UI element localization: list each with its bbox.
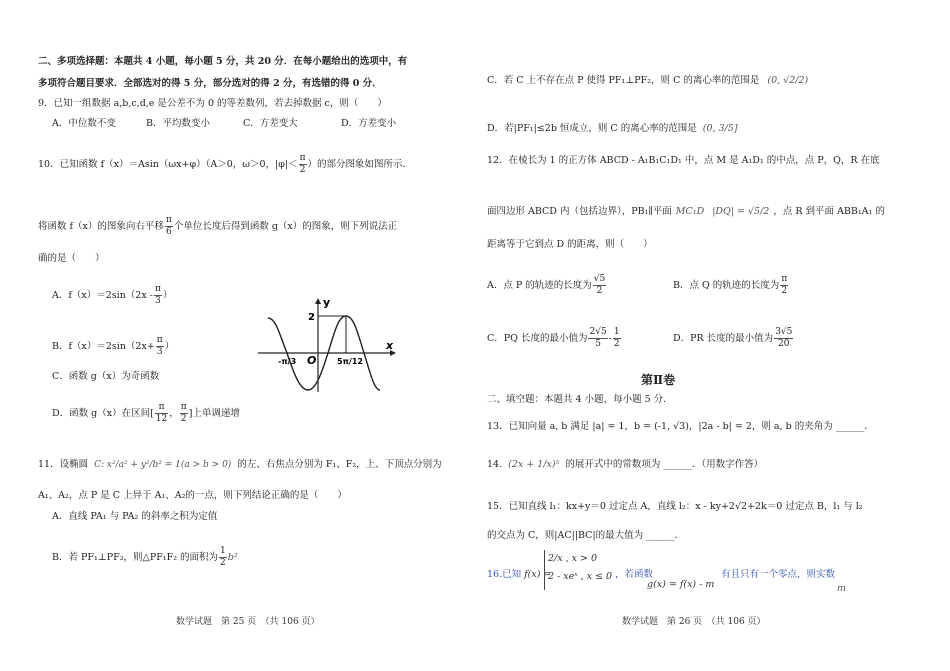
right-footer: 数学试题 第 26 页 （共 106 页） bbox=[622, 617, 766, 627]
question-14: 14. (2x + 1/x)⁵ 的展开式中的常数项为 ______．（用数字作答） bbox=[487, 459, 764, 470]
q12-d-num: 3√5 bbox=[775, 327, 793, 337]
q11-stem-part1: 11．设椭圆 bbox=[38, 459, 89, 470]
q12-dq-condition: |DQ| = √5/2 bbox=[712, 206, 770, 217]
q10-d-den2: 2 bbox=[180, 414, 187, 424]
q12-option-b bbox=[673, 274, 789, 297]
q10-shift-part2: 个单位长度后得到函数 g（x）的图象，则下列说法正 bbox=[173, 221, 398, 232]
neg-x-tick: -π/3 bbox=[278, 357, 297, 366]
q10-shift-line bbox=[38, 215, 397, 238]
left-footer: 数学试题 第 25 页 （共 106 页） bbox=[176, 617, 320, 627]
q11-option-a: A．直线 PA₁ 与 PA₂ 的斜率之积为定值 bbox=[52, 511, 218, 522]
fill-in-section-heading: 二、填空题：本题共 4 小题，每小题 5 分． bbox=[487, 394, 673, 405]
q12-d-text: D．PR 长度的最小值为 bbox=[673, 333, 774, 344]
q12-c-num2: 1 bbox=[613, 327, 620, 337]
pos-x-tick: 5π/12 bbox=[337, 357, 363, 366]
q16-piecewise bbox=[544, 550, 612, 590]
q10-shift-line3: 确的是（ ） bbox=[38, 253, 105, 264]
question-10 bbox=[38, 153, 412, 176]
q12-option-d bbox=[673, 327, 794, 350]
question-11 bbox=[38, 458, 442, 472]
q10-shift-part1: 将函数 f（x）的图象向右平移 bbox=[38, 221, 164, 232]
q12-stem-line2 bbox=[487, 205, 885, 218]
section-2-heading-line2: 多项符合题目要求．全部选对的得 5 分，部分选对的得 2 分，有选错的得 0 分． bbox=[38, 78, 382, 89]
y-axis-label: y bbox=[323, 296, 331, 309]
q12-plane: MC₁D bbox=[675, 206, 705, 217]
q12-a-text: A．点 P 的轨迹的长度为 bbox=[487, 280, 592, 291]
q10-phi-bound bbox=[299, 153, 307, 176]
q12-d-fraction bbox=[774, 327, 793, 350]
q10-phi-den: 2 bbox=[299, 165, 306, 175]
q16-gx-expr: g(x) = f(x) - m bbox=[647, 579, 715, 590]
q10-d-fraction1 bbox=[155, 402, 168, 425]
q12-a-fraction bbox=[593, 274, 606, 297]
y-axis-arrow-icon bbox=[315, 298, 321, 304]
q10-d-num2: π bbox=[180, 402, 187, 412]
q14-expression: (2x + 1/x)⁵ bbox=[508, 459, 560, 470]
q11-stem-part2: 的左、右焦点分别为 F₁、F₂，上、下顶点分别为 bbox=[237, 459, 442, 470]
q10-shift-den: 6 bbox=[166, 227, 172, 237]
q9-option-d: D．方差变小 bbox=[341, 118, 397, 129]
question-16 bbox=[487, 568, 551, 581]
q11-option-c bbox=[487, 74, 808, 87]
q12-c-den2: 2 bbox=[613, 339, 620, 349]
q10-d-num1: π bbox=[155, 402, 168, 414]
q9-option-a: A．中位数不变 bbox=[52, 118, 116, 129]
q12-line2-part2: ，点 R 到平面 ABB₁A₁ 的 bbox=[773, 206, 885, 217]
q11-ellipse-equation: C: x²/a² + y²/b² = 1(a > b > 0) bbox=[94, 460, 232, 470]
q12-a-num: √5 bbox=[593, 274, 606, 284]
origin-label: O bbox=[307, 354, 317, 367]
q12-b-text: B．点 Q 的轨迹的长度为 bbox=[673, 280, 780, 291]
y-tick-2: 2 bbox=[308, 312, 315, 323]
q16-after-piecewise: ，若函数 bbox=[615, 569, 654, 580]
q12-c-fraction1 bbox=[588, 327, 607, 350]
q12-c-minus: - bbox=[608, 333, 612, 344]
q14-text: 的展开式中的常数项为 ______．（用数字作答） bbox=[565, 459, 764, 470]
q16-case1: 2/x , x > 0 bbox=[548, 553, 598, 564]
q10-d-den1: 12 bbox=[155, 414, 168, 424]
q11-c-text: C．若 C 上不存在点 P 使得 PF₁⊥PF₂，则 C 的离心率的范围是 bbox=[487, 75, 760, 86]
q11-d-range: (0, 3/5] bbox=[702, 123, 738, 134]
q10-shift-fraction bbox=[165, 215, 173, 238]
q10-a-num: π bbox=[154, 284, 161, 294]
q12-a-den: 2 bbox=[596, 286, 603, 296]
q10-stem-part2: ）的部分图象如图所示． bbox=[307, 159, 413, 170]
q12-d-den: 20 bbox=[778, 339, 790, 349]
q10-b-num: π bbox=[156, 335, 163, 345]
question-15-line1: 15．已知直线 l₁：kx+y＝0 过定点 A，直线 l₂：x - ky+2√2+2k＝0 过定点 B，l₁ 与 l₂ bbox=[487, 501, 863, 512]
q10-d-text: D．函数 g（x）在区间[ bbox=[52, 408, 154, 419]
q16-gx bbox=[647, 578, 714, 591]
q10-a-fraction bbox=[154, 284, 162, 307]
q11-b-fraction bbox=[219, 546, 227, 569]
q10-shift-num: π bbox=[165, 215, 172, 225]
q12-stem-line3: 距离等于它到点 D 的距离，则（ ） bbox=[487, 239, 653, 250]
q10-a-den: 3 bbox=[155, 296, 161, 306]
q12-line2-part1: 面四边形 ABCD 内（包括边界），PB₁∥平面 bbox=[487, 206, 672, 217]
q10-option-c: C．函数 g（x）为奇函数 bbox=[52, 371, 160, 382]
q11-option-b bbox=[52, 546, 238, 569]
q10-d-end: ]上单调递增 bbox=[188, 408, 240, 419]
q9-option-b: B．平均数变小 bbox=[146, 118, 210, 129]
q12-b-den: 2 bbox=[781, 286, 788, 296]
q11-option-d bbox=[487, 122, 738, 135]
q16-fx: f(x) = bbox=[524, 569, 552, 580]
q16-m-var: m bbox=[837, 583, 847, 594]
q10-d-fraction2 bbox=[180, 402, 188, 425]
q16-case2: 2 - xeˣ , x ≤ 0 bbox=[548, 571, 613, 582]
q12-c-fraction2 bbox=[613, 327, 621, 350]
sine-graph-figure bbox=[258, 296, 400, 394]
q11-b-num: 1 bbox=[220, 546, 226, 556]
q11-b-bsq: b² bbox=[227, 552, 238, 563]
q11-c-range: (0, √2/2) bbox=[767, 75, 809, 86]
q10-b-fraction bbox=[156, 335, 164, 358]
q10-option-a bbox=[52, 284, 172, 307]
q16-prefix: 16.已知 bbox=[487, 569, 522, 580]
q16-tail: 有且只有一个零点，则实数 bbox=[721, 569, 836, 580]
q12-c-text: C．PQ 长度的最小值为 bbox=[487, 333, 588, 344]
part-2-title: 第Ⅱ卷 bbox=[641, 373, 676, 387]
q10-option-b bbox=[52, 335, 174, 358]
q12-b-num: π bbox=[781, 274, 788, 284]
q10-b-den: 3 bbox=[156, 347, 163, 357]
q11-stem-line2: A₁、A₂，点 P 是 C 上异于 A₁、A₂的一点，则下列结论正确的是（ ） bbox=[38, 490, 347, 501]
q10-b-text: B．f（x）＝2sin（2x+ bbox=[52, 341, 155, 352]
q11-d-text: D．若|PF₁|≤2b 恒成立，则 C 的离心率的范围是 bbox=[487, 123, 697, 134]
q10-stem-part1: 10．已知函数 f（x）＝Asin（ωx+φ）（A＞0，ω＞0，|φ|＜ bbox=[38, 159, 298, 170]
question-9: 9．已知一组数据 a,b,c,d,e 是公差不为 0 的等差数列，若去掉数据 c，则（ ） bbox=[38, 98, 387, 109]
q10-a-close: ） bbox=[162, 290, 173, 301]
q12-option-a bbox=[487, 274, 607, 297]
q9-option-c: C．方差变大 bbox=[243, 118, 298, 129]
question-12: 12．在棱长为 1 的正方体 ABCD - A₁B₁C₁D₁ 中，点 M 是 A₁D₁ 的中点，点 P，Q，R 在底 bbox=[487, 155, 880, 166]
q12-option-c bbox=[487, 327, 622, 350]
q10-option-d: D．函数 g（x）在区间[ $\frac{\pi}{12}$ ， $\frac{\pi}{2}$ ]上单调递增 bbox=[52, 402, 240, 424]
right-page bbox=[475, 0, 950, 671]
q10-a-text: A．f（x）＝2sin（2x - bbox=[52, 290, 153, 301]
x-axis-label: x bbox=[386, 339, 394, 352]
q11-b-text: B．若 PF₁⊥PF₂，则△PF₁F₂ 的面积为 bbox=[52, 552, 219, 563]
q12-c-den1: 5 bbox=[595, 339, 601, 349]
question-15-line2: 的交点为 C，则|AC||BC|的最大值为 ______． bbox=[487, 530, 685, 541]
q11-b-den: 2 bbox=[220, 558, 226, 568]
q12-c-num1: 2√5 bbox=[589, 327, 607, 337]
question-13: 13．已知向量 a, b 满足 |a| = 1，b = (-1, √3)，|2a - b| = 2，则 a, b 的夹角为 ______． bbox=[487, 421, 874, 432]
q16-m bbox=[837, 582, 846, 595]
q12-b-fraction bbox=[780, 274, 788, 297]
section-2-heading-line1: 二、多项选择题：本题共 4 小题，每小题 5 分，共 20 分．在每小题给出的选项中，有 bbox=[38, 56, 408, 67]
q10-b-close: ） bbox=[164, 341, 175, 352]
q10-phi-num: π bbox=[299, 153, 306, 163]
